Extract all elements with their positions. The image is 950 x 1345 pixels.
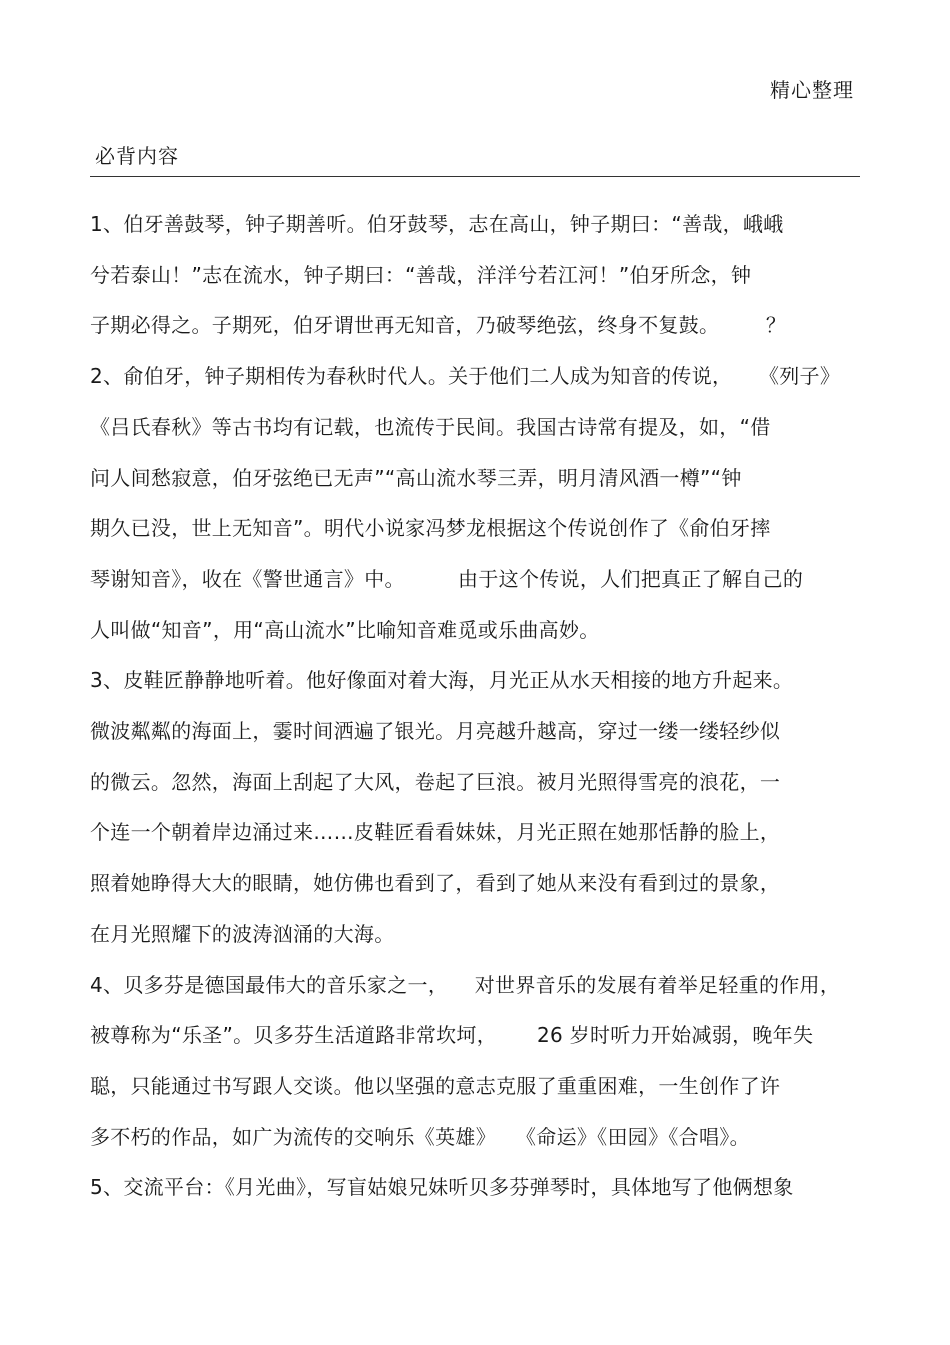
text-line: 4、贝多芬是德国最伟大的音乐家之一， 对世界音乐的发展有着举足轻重的作用， bbox=[90, 973, 841, 997]
text-line: 期久已没，世上无知音”。明代小说家冯梦龙根据这个传说创作了《俞伯牙摔 bbox=[90, 516, 771, 540]
text-line: 微波粼粼的海面上，霎时间洒遍了银光。月亮越升越高，穿过一缕一缕轻纱似 bbox=[90, 719, 781, 743]
text-line: 个连一个朝着岸边涌过来……皮鞋匠看看妹妹，月光正照在她那恬静的脸上， bbox=[90, 820, 781, 844]
section-title: 必背内容 bbox=[95, 144, 179, 168]
text-line: 5、交流平台：《月光曲》，写盲姑娘兄妹听贝多芬弹琴时，具体地写了他俩想象 bbox=[90, 1175, 794, 1199]
text-line: 2、俞伯牙，钟子期相传为春秋时代人。关于他们二人成为知音的传说， 《列子》 bbox=[90, 364, 841, 388]
text-line: 人叫做“知音”，用“高山流水”比喻知音难觅或乐曲高妙。 bbox=[90, 618, 600, 642]
text-line: 聪，只能通过书写跟人交谈。他以坚强的意志克服了重重困难，一生创作了许 bbox=[90, 1074, 781, 1098]
text-line: 多不朽的作品，如广为流传的交响乐《英雄》 《命运》《田园》《合唱》。 bbox=[90, 1125, 750, 1149]
text-line: 照着她睁得大大的眼睛，她仿佛也看到了，看到了她从来没有看到过的景象， bbox=[90, 871, 781, 895]
text-line: 在月光照耀下的波涛汹涌的大海。 bbox=[90, 922, 395, 946]
text-line: 《吕氏春秋》等古书均有记载，也流传于民间。我国古诗常有提及，如，“借 bbox=[90, 415, 771, 439]
text-line: 兮若泰山！”志在流水，钟子期曰：“善哉，洋洋兮若江河！”伯牙所念，钟 bbox=[90, 263, 752, 287]
text-line: 1、伯牙善鼓琴，钟子期善听。伯牙鼓琴，志在高山，钟子期曰：“善哉，峨峨 bbox=[90, 212, 784, 236]
header-label: 精心整理 bbox=[770, 78, 854, 102]
text-line: 的微云。忽然，海面上刮起了大风，卷起了巨浪。被月光照得雪亮的浪花，一 bbox=[90, 770, 781, 794]
text-line: 子期必得之。子期死，伯牙谓世再无知音，乃破琴绝弦，终身不复鼓。 ？ bbox=[90, 313, 787, 337]
text-line: 问人间愁寂意，伯牙弦绝已无声”“高山流水琴三弄，明月清风酒一樽”“钟 bbox=[90, 466, 742, 490]
text-line: 3、皮鞋匠静静地听着。他好像面对着大海，月光正从水天相接的地方升起来。 bbox=[90, 668, 794, 692]
text-line: 被尊称为“乐圣”。贝多芬生活道路非常坎坷， 26 岁时听力开始减弱，晚年失 bbox=[90, 1023, 814, 1047]
text-line: 琴谢知音》，收在《警世通言》中。 由于这个传说，人们把真正了解自己的 bbox=[90, 567, 804, 591]
header-divider bbox=[90, 176, 860, 177]
